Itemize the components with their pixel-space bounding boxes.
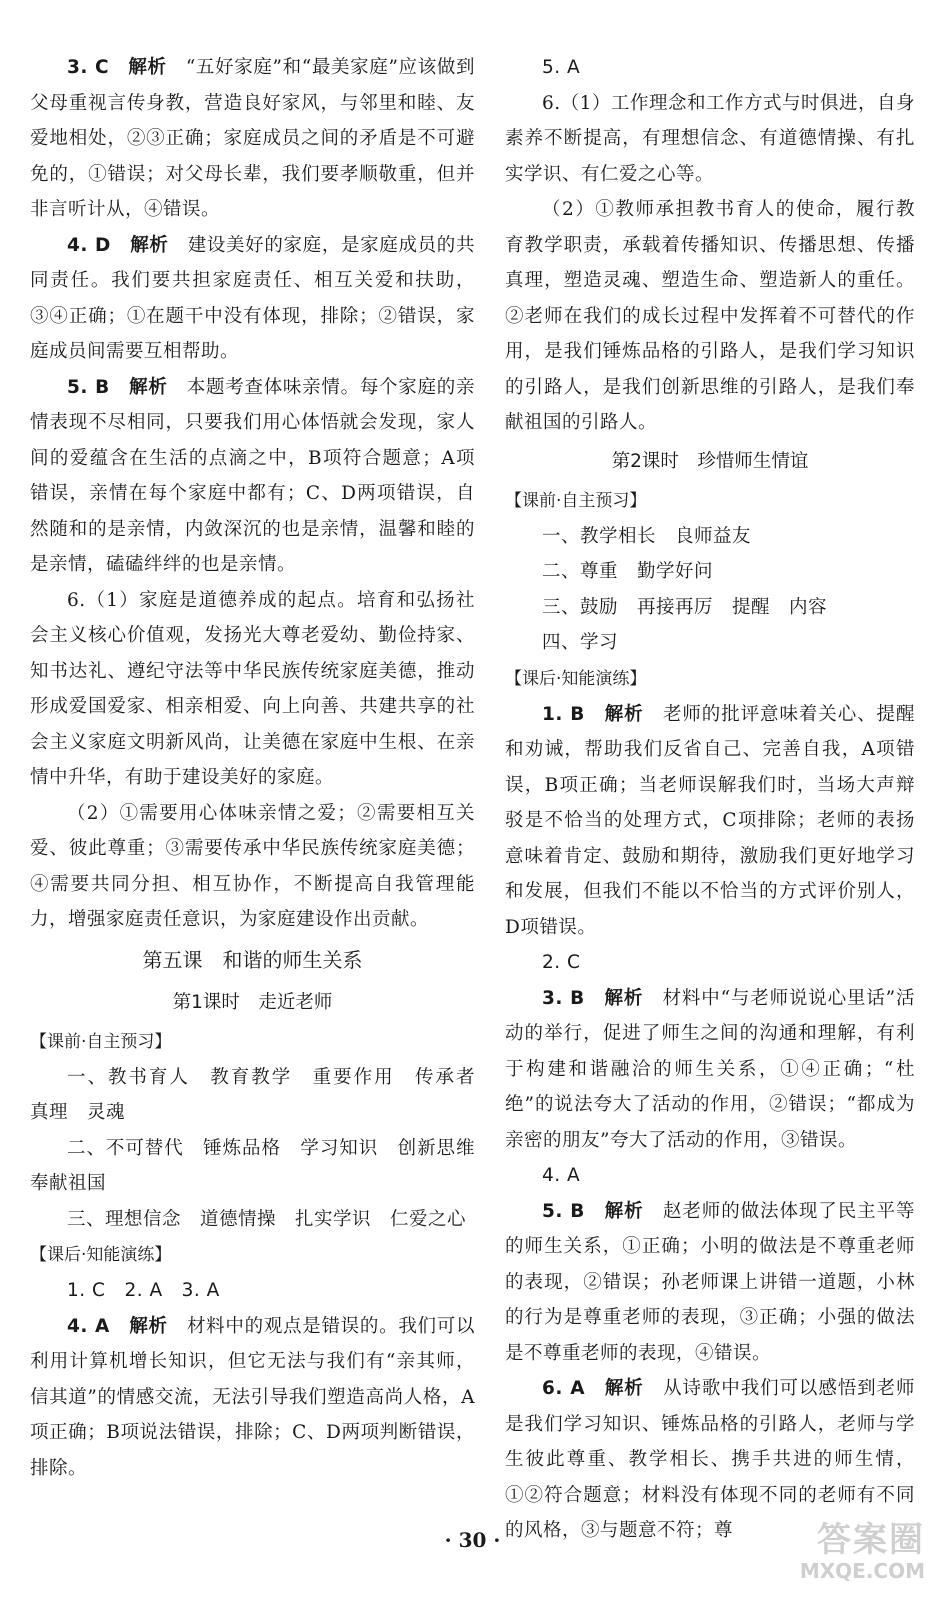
answer-q5: 5. B 解析 本题考查体味亲情。每个家庭的亲情表现不尽相同，只要我们用心体悟就会发现，家人间的爱蕴含在生活的点滴之中，B项符合题意；A项错误，亲情在每个家庭中都有；C、D两项错误，自然随和的是亲情，内敛深沉的也是亲情，温馨和睦的是亲情，磕磕绊绊的也是亲情。	[30, 376, 475, 575]
practice-section-tag: 【课后·知能演练】	[505, 668, 647, 689]
preview-item-3: 三、鼓励 再接再厉 提醒 内容	[542, 596, 828, 618]
answer-q3: 3. B 解析 材料中“与老师说说心里话”活动的举行，促进了师生之间的沟通和理解，有利于构建和谐融洽的师生关系，①④正确；“杜绝”的说法夸大了活动的作用，②错误；“都成为亲密的朋友”夸大了活动的作用，③错误。	[505, 987, 915, 1151]
left-column	[30, 50, 495, 1486]
preview-section-tag: 【课前·自主预习】	[30, 1031, 172, 1052]
answer-q4: 4. D 解析 建设美好的家庭，是家庭成员的共同责任。我们要共担家庭责任、相互关爱和扶助，③④正确；①在题干中没有体现，排除；②错误，家庭成员间需要互相帮助。	[30, 234, 475, 362]
answer-q4-practice: 4. A 解析 材料中的观点是错误的。我们可以利用计算机增长知识，但它无法与我们有“亲其师，信其道”的情感交流，无法引导我们塑造高尚人格，A项正确；B项说法错误，排除；C、D两项判断错误，排除。	[30, 1315, 475, 1479]
answer-q3: 3. C 解析 “五好家庭”和“最美家庭”应该做到父母重视言传身教，营造良好家风，与邻里和睦、友爱地相处，②③正确；家庭成员之间的矛盾是不可避免的，①错误；对父母长辈，我们要孝顺敬重，但并非言听计从，④错误。	[30, 57, 475, 220]
answer-q6-part1: 6.（1）工作理念和工作方式与时俱进，自身素养不断提高，有理想信念、有道德情操、有扎实学识、有仁爱之心等。	[505, 92, 915, 185]
period-title: 第2课时 珍惜师生情谊	[611, 450, 809, 472]
period-title: 第1课时 走近老师	[172, 991, 333, 1013]
answer-q5-practice: 5. B 解析 赵老师的做法体现了民主平等的师生关系，①正确；小明的做法是不尊重老师的表现，②错误；孙老师课上讲错一道题，小林的行为是尊重老师的表现，③正确；小强的做法是不尊重老师的表现，④错误。	[505, 1200, 915, 1364]
answer-q4: 4. A	[542, 1165, 581, 1186]
preview-item-1: 一、教书育人 教育教学 重要作用 传承者 真理 灵魂	[30, 1066, 495, 1123]
watermark-logo: 答案圈 MXQE.COM	[799, 1520, 925, 1583]
answer-q2: 2. C	[542, 952, 581, 973]
page-number: · 30 ·	[444, 1528, 501, 1552]
answer-q6-practice: 6. A 解析 从诗歌中我们可以感悟到老师是我们学习知识、锤炼品格的引路人，老师与学生彼此尊重、教学相长、携手共进的师生情，①②符合题意；材料没有体现不同的老师有不同的风格，③与题意不符；尊	[505, 1378, 915, 1541]
right-column	[505, 50, 915, 1549]
answer-q6-part1: 6.（1）家庭是道德养成的起点。培育和弘扬社会主义核心价值观，发扬光大尊老爱幼、勤俭持家、知书达礼、遵纪守法等中华民族传统家庭美德，推动形成爱国爱家、相亲相爱、向上向善、共建共享的社会主义家庭文明新风尚，让美德在家庭中生根、在亲情中升华，有助于建设美好的家庭。	[30, 589, 475, 788]
answer-q6-part2: （2）①需要用心体味亲情之爱；②需要相互关爱、彼此尊重；③需要传承中华民族传统家庭美德；④需要共同分担、相互协作，不断提高自我管理能力，增强家庭责任意识，为家庭建设作出贡献。	[30, 802, 475, 930]
preview-item-4: 四、学习	[542, 632, 619, 653]
practice-section-tag: 【课后·知能演练】	[30, 1245, 172, 1265]
lesson-title: 第五课 和谐的师生关系	[142, 947, 363, 972]
preview-item-1: 一、教学相长 良师益友	[542, 525, 752, 547]
answer-q5: 5. A	[542, 57, 581, 78]
preview-item-2: 二、不可替代 锤炼品格 学习知识 创新思维 奉献祖国	[30, 1137, 495, 1194]
answer-q6-part2: （2）①教师承担教书育人的使命，履行教育教学职责，承载着传播知识、传播思想、传播真理，塑造灵魂、塑造生命、塑造新人的重任。②老师在我们的成长过程中发挥着不可替代的作用，是我们锤炼品格的引路人，是我们学习知识的引路人，是我们创新思维的引路人，是我们奉献祖国的引路人。	[505, 199, 915, 433]
preview-item-3: 三、理想信念 道德情操 扎实学识 仁爱之心	[67, 1208, 467, 1230]
answer-q1: 1. B 解析 老师的批评意味着关心、提醒和劝诫，帮助我们反省自己、完善自我，A项错误，B项正确；当老师误解我们时，当场大声辩驳是不恰当的处理方式，C项排除；老师的表扬意味着肯定、鼓励和期待，激励我们更好地学习和发展，但我们不能以不恰当的方式评价别人，D项错误。	[505, 703, 915, 938]
answers-1-3: 1. C 2. A 3. A	[67, 1280, 220, 1301]
preview-section-tag: 【课前·自主预习】	[505, 490, 647, 511]
preview-item-2: 二、尊重 勤学好问	[542, 561, 714, 582]
